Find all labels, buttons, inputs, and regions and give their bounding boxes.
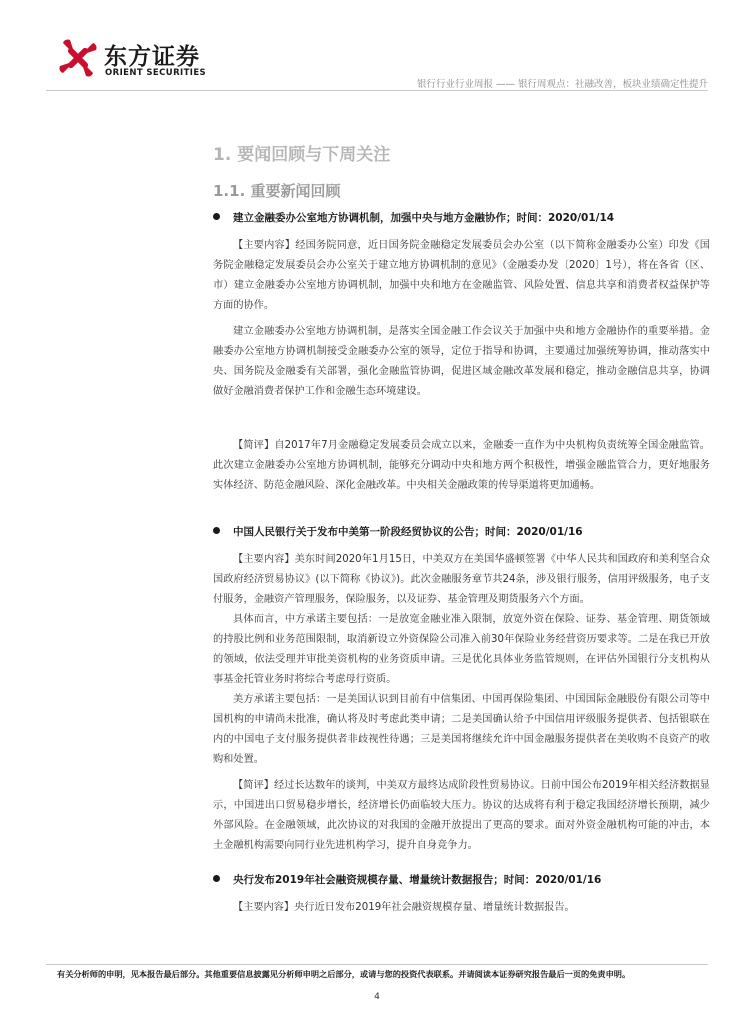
- news-item-title-text: 中国人民银行关于发布中美第一阶段经贸协议的公告；时间：2020/01/16: [233, 526, 583, 538]
- news-item-title-text: 央行发布2019年社会融资规模存量、增量统计数据报告；时间：2020/01/16: [233, 874, 602, 886]
- paragraph: 建立金融委办公室地方协调机制，是落实全国金融工作会议关于加强中央和地方金融协作的重要举措。金融委办公室地方协调机制接受金融委办公室的领导，定位于指导和协调，主要通过加强统筹协调，推动落实中央、国务院及金融委有关部署，强化金融监管协调，促进区域金融改革发展和稳定，推动金融信息共享，协调做好金融消费者保护工作和金融生态环境建设。: [213, 326, 710, 397]
- bullet-icon: [213, 527, 220, 534]
- header-divider: [46, 90, 708, 91]
- section-heading: 1. 要闻回顾与下周关注: [213, 145, 391, 165]
- footer-divider: [46, 964, 708, 965]
- report-header-title: 银行行业行业周报 —— 银行周观点：社融改善，板块业绩确定性提升: [416, 79, 708, 90]
- orient-securities-logo-icon: [58, 38, 98, 78]
- bullet-icon: [213, 875, 220, 882]
- subsection-heading: 1.1. 重要新闻回顾: [213, 182, 341, 200]
- page-number: 4: [374, 992, 380, 1002]
- news-item-title: [213, 210, 713, 225]
- paragraph: 【简评】经过长达数年的谈判，中美双方最终达成阶段性贸易协议。日前中国公布2019年相关经济数据显示，中国进出口贸易稳步增长，经济增长仍面临较大压力。协议的达成将有利于稳定我国经济增长预期，减少外部风险。在金融领域，此次协议的对我国的金融开放提出了更高的要求。面对外资金融机构可能的冲击，本土金融机构需要向同行业先进机构学习，提升自身竞争力。: [213, 780, 710, 851]
- footer-disclaimer: 有关分析师的申明，见本报告最后部分。其他重要信息披露见分析师申明之后部分，或请与您的投资代表联系。并请阅读本证券研究报告最后一页的免责申明。: [57, 969, 631, 979]
- paragraph: 【简评】自2017年7月金融稳定发展委员会成立以来，金融委一直作为中央机构负责统筹全国金融监管。此次建立金融委办公室地方协调机制，能够充分调动中央和地方两个积极性，增强金融监管合力，更好地服务实体经济、防范金融风险、深化金融改革。中央相关金融政策的传导渠道将更加通畅。: [213, 440, 710, 491]
- paragraph: 具体而言，中方承诺主要包括：一是放宽金融业准入限制，放宽外资在保险、证券、基金管理、期货领域的持股比例和业务范围限制，取消新设立外资保险公司准入前30年保险业务经营资历要求等。二是在我已开放的领域，依法受理并审批美资机构的业务资质申请。三是优化具体业务监管规则，在评估外国银行分支机构从事基金托管业务时将综合考虑母行资质。: [213, 614, 710, 685]
- bullet-icon: [213, 213, 220, 220]
- paragraph: 美方承诺主要包括：一是美国认识到目前有中信集团、中国再保险集团、中国国际金融股份有限公司等中国机构的申请尚未批准，确认将及时考虑此类申请；二是美国确认给予中国信用评级服务提供者、包括银联在内的中国电子支付服务提供者非歧视性待遇；三是美国将继续允许中国金融服务提供者在美收购不良资产的收购和处置。: [213, 694, 710, 765]
- news-item-title: [213, 872, 713, 887]
- paragraph: 【主要内容】经国务院同意，近日国务院金融稳定发展委员会办公室（以下简称金融委办公室）印发《国务院金融稳定发展委员会办公室关于建立地方协调机制的意见》（金融委办发〔2020〕1号），将在各省（区、市）建立金融委办公室地方协调机制，加强中央和地方在金融监管、风险处置、信息共享和消费者权益保护等方面的协作。: [213, 240, 710, 311]
- logo-english-name: ORIENT SECURITIES: [105, 68, 207, 78]
- paragraph: 【主要内容】美东时间2020年1月15日，中美双方在美国华盛顿签署《中华人民共和国政府和美利坚合众国政府经济贸易协议》(以下简称《协议》)。此次金融服务章节共24条，涉及银行服务，信用评级服务，电子支付服务，金融资产管理服务，保险服务，以及证券、基金管理及期货服务六个方面。: [213, 554, 710, 605]
- company-logo: [58, 38, 218, 82]
- logo-chinese-name: 东方证券: [104, 44, 200, 70]
- news-item-title: [213, 524, 713, 539]
- paragraph: 【主要内容】央行近日发布2019年社会融资规模存量、增量统计数据报告。: [233, 902, 575, 913]
- news-item-title-text: 建立金融委办公室地方协调机制，加强中央与地方金融协作；时间：2020/01/14: [233, 212, 615, 224]
